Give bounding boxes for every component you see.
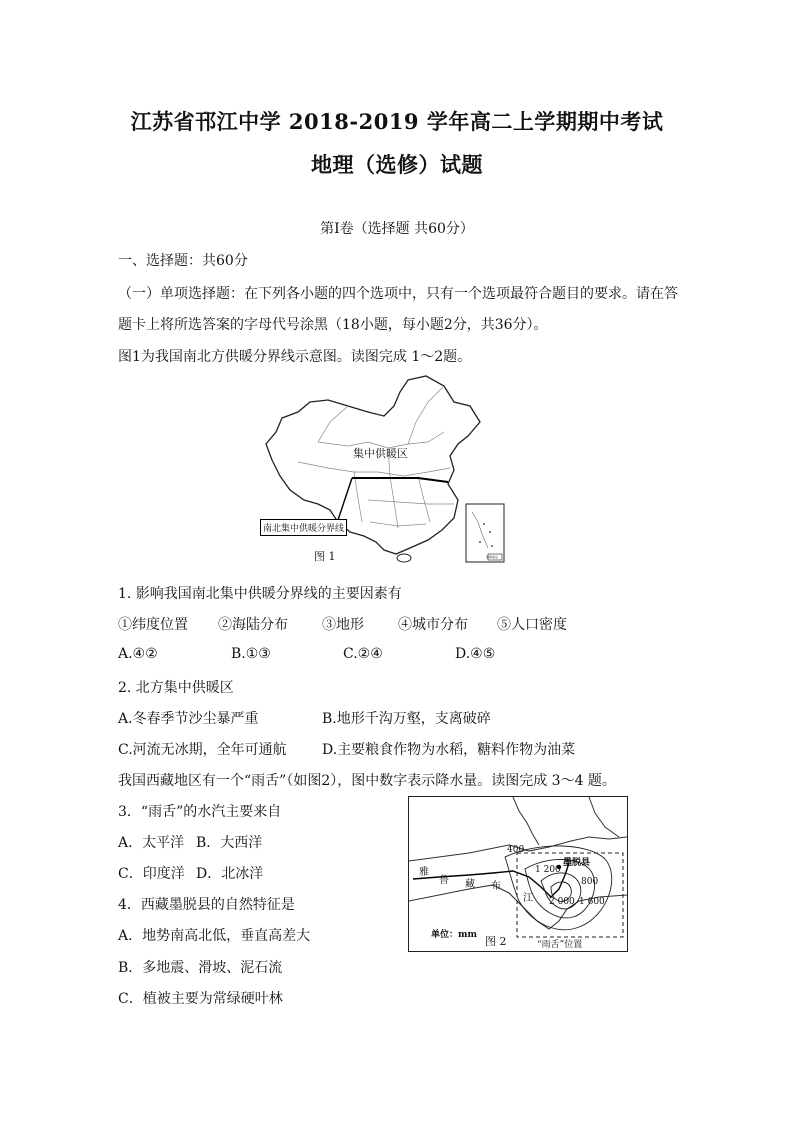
part-heading: 一、选择题：共60分 xyxy=(118,253,248,269)
river-char-4: 布 xyxy=(491,881,501,892)
inset-caption: 南海诸岛 xyxy=(486,555,499,559)
q4-option-a: A．地势南高北低，垂直高差大 xyxy=(118,928,311,944)
boundary-line-label: 南北集中供暖分界线 xyxy=(260,519,347,536)
figure2-map xyxy=(408,796,628,952)
river-char-3: 藏 xyxy=(465,879,475,890)
rain-tongue-label: “雨舌”位置 xyxy=(537,940,583,950)
section-header: 第Ⅰ卷（选择题 共60分） xyxy=(320,221,474,237)
q1-factor-5: ⑤人口密度 xyxy=(497,617,567,633)
q3-option-c: C．印度洋 xyxy=(118,866,185,882)
county-label: 墨脱县 xyxy=(563,858,591,868)
q1-factor-4: ④城市分布 xyxy=(398,617,468,633)
q1-stem: 1. 影响我国南北集中供暖分界线的主要因素有 xyxy=(118,586,402,602)
figure2-intro: 我国西藏地区有一个“雨舌”（如图2），图中数字表示降水量。读图完成 3～4 题。 xyxy=(118,773,616,789)
q3-option-d: D．北冰洋 xyxy=(196,866,264,882)
q1-option-d: D.④⑤ xyxy=(455,646,496,662)
q4-option-b: B．多地震、滑坡、泥石流 xyxy=(118,960,283,976)
q2-stem: 2. 北方集中供暖区 xyxy=(118,680,234,696)
isohyet-1200: 1 200 xyxy=(535,865,561,875)
figure2-caption: 图 2 xyxy=(485,935,507,948)
q2-option-a: A.冬春季节沙尘暴严重 xyxy=(118,711,259,727)
q2-option-b: B.地形千沟万壑，支离破碎 xyxy=(322,711,491,727)
river-char-2: 鲁 xyxy=(439,875,449,886)
isohyet-800: 800 xyxy=(581,877,599,887)
q2-option-d: D.主要粮食作物为水稻，糖料作物为油菜 xyxy=(322,742,576,758)
q1-option-c: C.②④ xyxy=(343,646,383,662)
q4-stem: 4．西藏墨脱县的自然特征是 xyxy=(118,897,295,913)
q3-option-a: A．太平洋 xyxy=(118,835,185,851)
figure1-caption: 图 1 xyxy=(314,550,336,563)
china-map-graphic xyxy=(258,372,514,566)
q1-option-a: A.④② xyxy=(118,646,158,662)
river-char-1: 雅 xyxy=(419,867,429,878)
q1-factor-2: ②海陆分布 xyxy=(218,617,288,633)
q3-option-b: B．大西洋 xyxy=(196,835,263,851)
isohyet-1600: 1 600 xyxy=(579,897,605,907)
north-heating-label: 集中供暖区 xyxy=(353,447,408,460)
isohyet-400: 400 xyxy=(507,845,525,855)
isohyet-2000: 2 000 xyxy=(549,897,575,907)
q3-stem: 3．“雨舌”的水汽主要来自 xyxy=(118,804,282,820)
figure1-map xyxy=(258,372,514,566)
q1-factor-1: ①纬度位置 xyxy=(118,617,188,633)
q1-option-b: B.①③ xyxy=(231,646,271,662)
instruction-line-1: （一）单项选择题：在下列各小题的四个选项中，只有一个选项最符合题目的要求。请在答 xyxy=(118,286,678,302)
river-char-5: 江 xyxy=(523,893,533,904)
instruction-line-2: 题卡上将所选答案的字母代号涂黑（18小题，每小题2分，共36分）。 xyxy=(118,317,548,333)
q2-option-c: C.河流无冰期，全年可通航 xyxy=(118,742,287,758)
q4-option-c: C．植被主要为常绿硬叶林 xyxy=(118,991,283,1007)
unit-label: 单位：mm xyxy=(431,930,478,940)
page-title: 江苏省邗江中学 2018-2019 学年高二上学期期中考试 xyxy=(130,109,664,134)
figure1-intro: 图1为我国南北方供暖分界线示意图。读图完成 1～2题。 xyxy=(118,349,472,365)
page-subtitle: 地理（选修）试题 xyxy=(311,152,483,177)
q1-factor-3: ③地形 xyxy=(322,617,364,633)
